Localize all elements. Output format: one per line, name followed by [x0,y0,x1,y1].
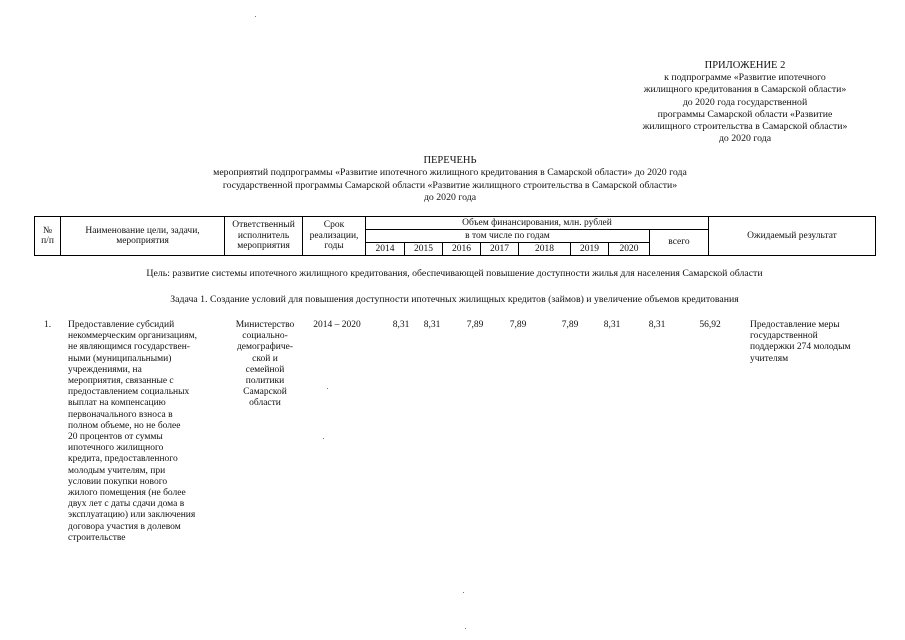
row-executor-line: ской и [252,353,278,364]
col-header-executor-line: Ответственный [232,220,295,231]
row-result-line: поддержки 274 молодым [750,342,851,353]
col-header-num-line: № [42,225,53,236]
row-name-line: строительстве [68,532,126,543]
row-name-line: мероприятия, связанные с [68,376,174,387]
row-name-line: жилого помещения (не более [68,488,186,499]
row-value-2015: 8,31 [423,320,441,330]
row-executor-line: Министерство [235,320,295,330]
scan-speck [327,388,328,389]
row-name-line: учреждениями, на [68,364,142,375]
col-header-num-line: п/п [41,236,54,246]
scan-speck [323,438,324,439]
row-name-line: выплат на компенсацию [68,398,166,409]
row-executor-line: семейной [245,364,285,375]
row-value-2016: 7,89 [466,320,484,330]
appendix-line: к подпрограмме «Развитие ипотечного [664,72,826,84]
row-name-line: условии покупки нового [68,476,168,487]
list-title-block [150,155,750,204]
list-title-heading: ПЕРЕЧЕНЬ [423,155,477,166]
goal-text: Цель: развитие системы ипотечного жилищного кредитования, обеспечивающей повышение доступности жилья для населения Самарской области [146,268,763,279]
row-name-line: 20 процентов от суммы [68,432,163,443]
col-header-term-line: годы [324,241,344,252]
col-header-name [61,217,225,256]
row-name-line: предоставлением социальных [68,387,190,398]
row-executor-line: Самарской [243,387,287,398]
scan-speck [463,592,464,593]
row-result [750,320,880,365]
row-num: 1. [44,320,52,330]
list-title-line: мероприятий подпрограммы «Развитие ипотечного жилищного кредитования в Самарской области» до 2020 года [213,167,687,179]
col-header-term [303,217,366,256]
col-header-name-line: мероприятия [116,236,169,246]
col-header-term-line: реализации, [309,230,359,241]
appendix-heading: ПРИЛОЖЕНИЕ 2 [704,60,786,71]
row-name-line: некоммерческим организациям, [68,331,197,342]
row-executor [226,320,304,410]
appendix-line: жилищного строительства в Самарской области» [642,121,848,133]
list-title-line: государственной программы Самарской области «Развитие жилищного строительства в Самарской области» [222,179,678,191]
row-name-line: первоначального взноса в [68,409,173,420]
row-total: 56,92 [699,320,721,330]
row-value-2019: 8,31 [603,320,621,330]
col-header-by-years: в том числе по годам [366,230,650,243]
col-header-executor-line: мероприятия [237,241,290,252]
row-value-2020: 8,31 [648,320,666,330]
row-value-2014: 8,31 [392,320,410,330]
row-result-line: государственной [750,331,818,342]
appendix-block [600,60,890,145]
row-name-line: полном объеме, но не более [68,420,181,431]
col-header-total: всего [650,230,709,256]
row-value-2017: 7,89 [509,320,527,330]
row-name-line: кредита, предоставленного [68,454,178,465]
row-name-line: эксплуатацию) или заключения [68,510,196,521]
table-header [34,216,876,256]
row-executor-line: области [249,398,281,409]
row-executor-line: политики [245,376,285,387]
col-header-year: 2020 [609,243,650,256]
col-header-year: 2015 [405,243,443,256]
col-header-name-line: Наименование цели, задачи, [85,225,200,236]
row-result-line: Предоставление меры [750,320,840,330]
appendix-line: жилищного кредитования в Самарской области» [643,84,847,96]
appendix-line: до 2020 года [718,133,772,145]
col-header-num [35,217,61,256]
col-header-year: 2019 [571,243,609,256]
scan-speck [255,16,256,17]
row-name-line: не являющимся государствен- [68,342,190,353]
col-header-executor-line: исполнитель [237,230,290,241]
row-name-line: договора участия в долевом [68,521,181,532]
col-header-year: 2014 [366,243,405,256]
col-header-year: 2017 [481,243,519,256]
col-header-executor [225,217,303,256]
col-header-year: 2016 [443,243,481,256]
row-term: 2014 – 2020 [313,320,361,330]
col-header-funding: Объем финансирования, млн. рублей [366,217,709,230]
row-name-line: ными (муниципальными) [68,353,172,364]
col-header-term-line: Срок [323,220,345,231]
row-name-line: Предоставление субсидий [68,320,175,330]
appendix-line: программы Самарской области «Развитие [657,108,833,120]
task-text: Задача 1. Создание условий для повышения доступности ипотечных жилищных кредитов (займов) и увеличение объемов кредитования [170,294,739,305]
row-result-line: учителям [750,353,789,364]
row-executor-line: демографиче- [236,342,294,353]
col-header-year: 2018 [519,243,571,256]
row-name-line: двух лет с даты сдачи дома в [68,499,185,510]
list-title-line: до 2020 года [423,191,477,203]
row-name [68,320,228,544]
col-header-result: Ожидаемый результат [709,217,876,256]
row-executor-line: социально- [242,331,288,342]
row-name-line: молодым учителям, при [68,465,166,476]
scan-speck [465,628,466,629]
row-name-line: ипотечного жилищного [68,443,164,454]
appendix-line: до 2020 года государственной [682,96,808,108]
row-value-2018: 7,89 [561,320,579,330]
